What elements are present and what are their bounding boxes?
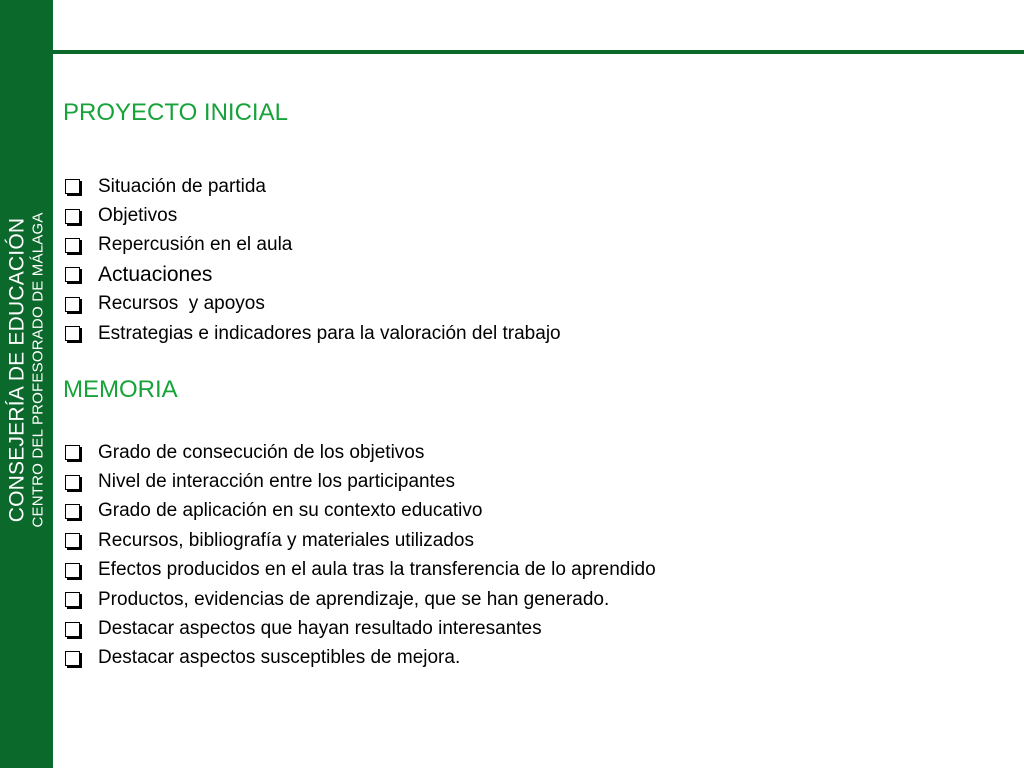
list-item-label: Productos, evidencias de aprendizaje, que se han generado. <box>98 588 610 610</box>
list-item-label: Destacar aspectos susceptibles de mejora. <box>98 647 461 669</box>
list-item <box>63 438 656 467</box>
list-item-label: Objetivos <box>98 205 178 227</box>
list-item <box>63 319 561 348</box>
list-item-label: Grado de aplicación en su contexto educativo <box>98 500 483 522</box>
list-item-label: Recursos, bibliografía y materiales utilizados <box>98 529 474 551</box>
checkbox-icon <box>65 651 80 666</box>
list-item-label: Nivel de interacción entre los participantes <box>98 471 455 493</box>
sidebar-title: CONSEJERÍA DE EDUCACIÓN <box>5 217 29 523</box>
list-item <box>63 585 656 614</box>
list-item <box>63 172 561 201</box>
list-item <box>63 644 656 673</box>
sidebar-subtitle: CENTRO DEL PROFESORADO DE MÁLAGA <box>29 212 47 528</box>
list-item-label: Grado de consecución de los objetivos <box>98 441 425 463</box>
list-item <box>63 290 561 319</box>
list-item <box>63 467 656 496</box>
checkbox-icon <box>65 238 80 253</box>
list-item <box>63 231 561 260</box>
sidebar-label <box>7 160 46 580</box>
checkbox-icon <box>65 592 80 607</box>
checkbox-icon <box>65 179 80 194</box>
memoria-list <box>63 438 656 673</box>
checkbox-icon <box>65 445 80 460</box>
checkbox-icon <box>65 622 80 637</box>
checkbox-icon <box>65 297 80 312</box>
list-item-label: Repercusión en el aula <box>98 234 293 256</box>
checkbox-icon <box>65 209 80 224</box>
list-item <box>63 614 656 643</box>
list-item-label: Recursos y apoyos <box>98 293 265 315</box>
list-item-label: Efectos producidos en el aula tras la transferencia de lo aprendido <box>98 559 656 581</box>
checkbox-icon <box>65 533 80 548</box>
section-heading-memoria: MEMORIA <box>63 376 178 403</box>
proyecto-inicial-list <box>63 172 561 348</box>
list-item <box>63 526 656 555</box>
list-item <box>63 201 561 230</box>
sidebar-band <box>0 0 53 768</box>
checkbox-icon <box>65 267 80 282</box>
top-divider <box>53 50 1024 54</box>
list-item-label: Situación de partida <box>98 175 266 197</box>
list-item <box>63 497 656 526</box>
checkbox-icon <box>65 504 80 519</box>
list-item <box>63 260 561 289</box>
checkbox-icon <box>65 475 80 490</box>
section-heading-proyecto-inicial: PROYECTO INICIAL <box>63 99 288 126</box>
checkbox-icon <box>65 326 80 341</box>
list-item-label: Estrategias e indicadores para la valoración del trabajo <box>98 322 561 344</box>
list-item <box>63 556 656 585</box>
checkbox-icon <box>65 563 80 578</box>
list-item-label: Actuaciones <box>98 262 213 286</box>
list-item-label: Destacar aspectos que hayan resultado interesantes <box>98 618 542 640</box>
